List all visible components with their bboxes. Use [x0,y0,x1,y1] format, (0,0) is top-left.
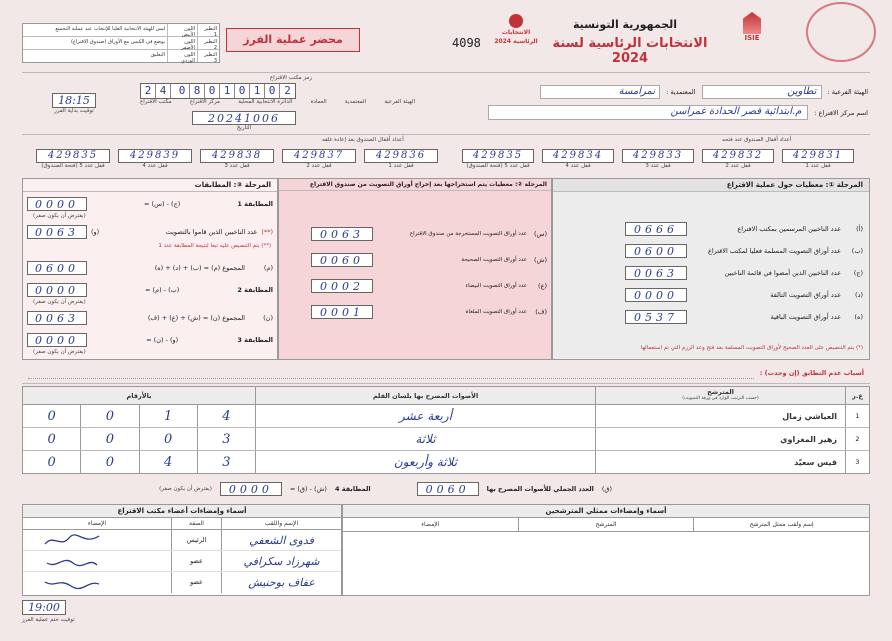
office-code-sublabels: الهيئة الفرعية المعتمدية العمادة الدائرة الانتخابية المحلية مركز الاقتراع مكتب الاقتراع [140,99,415,105]
match2-note: (يفترض أن يكون صفر) [33,299,86,305]
reps-signatures: أسماء وإمضاءات ممثلي المترشحين إسم ولقب ممثل المترشح المترشح الإمضاء [342,504,870,596]
date-label: التاريخ [236,125,252,131]
legend-row-1: النظير 1 اللون الأبيض ليس للهيئة الانتخابية العليا للإنتخاب عند عملية التجميع [23,24,219,37]
close-seals-row [36,149,438,169]
totals-row: (ق) العدد الجملي للأصوات المصرح بها 0060 المطابقة 4 (ش) - (ق) = 0000 (يفترض أن يكون صفر) [159,483,612,496]
discrepancy-label: أسباب عدم التطابق (إن وجدت) : [759,368,864,377]
close-seals-label: أعداد أقفال الصندوق بعد إعادة غلقه [322,137,404,143]
candidate-row: 2 زهير المغزاوي ثلاثة 0 0 0 3 [23,428,869,451]
phase1-row-d: (د) عدد أوراق التصويت التالفة 0000 [559,284,863,306]
digits-cell: 0 0 4 3 [23,451,255,474]
phase1-note: (*) يتم التنصيص على العدد الصحيح لأوراق التصويت المسلمة بعد فتح وعد الرزم التي تم استعمالها [640,345,863,351]
end-time-value: 19:00 [22,600,66,615]
isie-text: ISIE [744,34,760,42]
phase1-title: المرحلة ①: معطيات حول عملية الاقتراع [553,179,869,192]
open-seal-5: 429835 قفل عدد 5 (فتحة الصندوق) [462,149,534,169]
open-seal-4: 429834 قفل عدد 4 [542,149,614,169]
phase3-title: المرحلة ③: المطابقات [23,179,277,192]
discrepancy-value [28,367,754,379]
match3-row: المطابقة 3 (و) - (ن) = 0000 [27,333,273,347]
region-value: تطاوين [702,85,822,99]
header [0,0,892,72]
legend-row-2: النظير 2 اللون الأصفر يوضع في الكيس مع الأوراق (صندوق الاقتراع) [23,37,219,50]
candidates-table [22,386,870,474]
location-section [22,72,870,134]
office-code-boxes: 2 4 0 8 0 1 0 1 0 2 [140,83,296,99]
end-time-label: توقيت ختم عملية الفرز [22,617,75,623]
signature-2-icon [43,553,103,571]
election-title: الانتخابات الرئاسية لسنة 2024 [552,36,708,66]
end-time-field [22,600,75,623]
office-code-label: رمز مكتب الاقتراع [270,75,312,81]
isie-emblem-icon [743,12,761,34]
close-seal-5: 429835 قفل عدد 5 (فتحة الصندوق) [36,149,110,169]
legend-row-3: النظير 3 اللون الوردي التعليق [150,52,217,64]
form-title-box [226,28,360,52]
center-value: م.ابتدائية قصر الحدادة غمراسن [488,105,808,120]
sum-n-row: (ن) المجموع (ن) = (ش) + (ع) + (ف) 0063 [27,311,273,325]
date-field [192,111,296,131]
official-stamp [806,2,876,62]
election-logo [494,14,538,62]
sum-m-row: (م) المجموع (م) = (ب) + (د) + (ه) 0600 [27,261,273,275]
discrepancy-row [22,362,870,384]
close-seal-1: 429836 قفل عدد 1 [364,149,438,169]
region-label: الهيئة الفرعية : [827,88,868,96]
phase2-row-a: (ع) عدد أوراق التصويت البيضاء 0002 [283,273,547,299]
phase2-row-sh: (ش) عدد أوراق التصويت الصحيحة 0060 [283,247,547,273]
digits-cell: 0 0 1 4 [23,405,255,427]
close-seal-4: 429839 قفل عدد 4 [118,149,192,169]
match2-row: المطابقة 2 (ب) - (م) = 0000 [27,283,273,297]
candidate-row: 3 قيس سعيّد ثلاثة وأربعون 0 0 4 3 [23,451,869,474]
member-row: فدوى الشعفي الرئيس [23,530,341,551]
match1-note: (يفترض أن يكون صفر) [33,213,86,219]
candidate-row: 1 العياشي زمال أربعة عشر 0 0 1 4 [23,405,869,428]
match4-value: 0000 [220,482,282,496]
start-time-field [52,93,96,114]
isie-logo [730,12,774,62]
logo-flag-icon [509,14,523,28]
center-label: اسم مركز الاقتراع : [814,108,868,117]
open-seals-label: أعداد أقفال الصندوق عند فتحه [722,137,792,143]
signature-scribble [23,530,171,550]
date-value: 20241006 [192,111,296,125]
phase2-rows [279,191,551,325]
seals-section [22,134,870,178]
delegation-label: المعتمدية : [666,88,696,96]
phase1-rows [553,192,869,328]
signature-3-icon [43,574,103,592]
member-row: عفاف بوحنيش عضو [23,572,341,593]
voters-row: (**) عدد الناخبين الذين قاموا بالتصويت (و) 0063 [27,225,273,239]
phase2-section [278,178,552,360]
digits-cell: 0 0 0 3 [23,428,255,450]
phase1-row-b: (ب) عدد أوراق التصويت المسلمة فعليا لمكتب الاقتراع 0600 [559,240,863,262]
office-signatures: أسماء وإمضاءات أعضاء مكتب الاقتراع الإسم واللقب الصفة الإمضاء فدوى الشعفي الرئيس شهرزاد سكرافي عضو عفاف بوحنيش عضو [22,504,342,596]
center-row [452,105,868,120]
open-seals-row [462,149,854,169]
start-time-value: 18:15 [52,93,96,108]
total-votes-value: 0060 [417,482,479,496]
phase1-row-c: (ج) عدد الناخبين الذين أمضوا في قائمة الناخبين 0063 [559,262,863,284]
form-title: محضر عملية الفرز [243,33,343,46]
republic-title: الجمهورية التونسية [572,18,678,31]
phase2-row-f: (ف) عدد أوراق التصويت الملغاة 0001 [283,299,547,325]
phase2-title: المرحلة ②: معطيات يتم استخراجها بعد إخراج أوراق التصويت من صندوق الاقتراع [279,179,551,191]
phase1-section [552,178,870,360]
delegation-value: نمرامسة [540,85,660,99]
signature-1-icon [43,532,103,550]
open-seal-3: 429833 قفل عدد 3 [622,149,694,169]
match1-row: المطابقة 1 (ج) - (س) = 0000 [27,197,273,211]
copies-legend [22,23,220,63]
member-row: شهرزاد سكرافي عضو [23,551,341,572]
phase3-section [22,178,278,360]
logo-text: الانتخابات الرئاسية 2024 [494,29,538,45]
phase2-row-s: (س) عدد أوراق التصويت المستخرجة من صندوق الاقتراع 0063 [283,221,547,247]
close-seal-2: 429837 قفل عدد 2 [282,149,356,169]
voters-note: (**) يتم التنصيص عليه تبعا لنتيجة المطابقة عدد 1 [158,243,271,249]
candidates-header: ع.ر المترشح (حسب الترتيب الوارد في ورقة التصويت) الأصوات المصرح بها بلسان القلم بالأرقام [23,387,869,405]
phase1-row-e: (ه) عدد أوراق التصويت الباقية 0537 [559,306,863,328]
form-number: 4098 [452,36,481,50]
open-seal-2: 429832 قفل عدد 2 [702,149,774,169]
phase1-row-a: (أ) عدد الناخبين المرسمين بمكتب الاقتراع 0666 [559,218,863,240]
start-time-label: توقيت بداية الفرز [54,108,94,114]
match3-note: (يفترض أن يكون صفر) [33,349,86,355]
close-seal-3: 429838 قفل عدد 3 [200,149,274,169]
col-name: المترشح (حسب الترتيب الوارد في ورقة التصويت) [595,387,845,404]
open-seal-1: 429831 قفل عدد 1 [782,149,854,169]
region-row [452,85,868,99]
